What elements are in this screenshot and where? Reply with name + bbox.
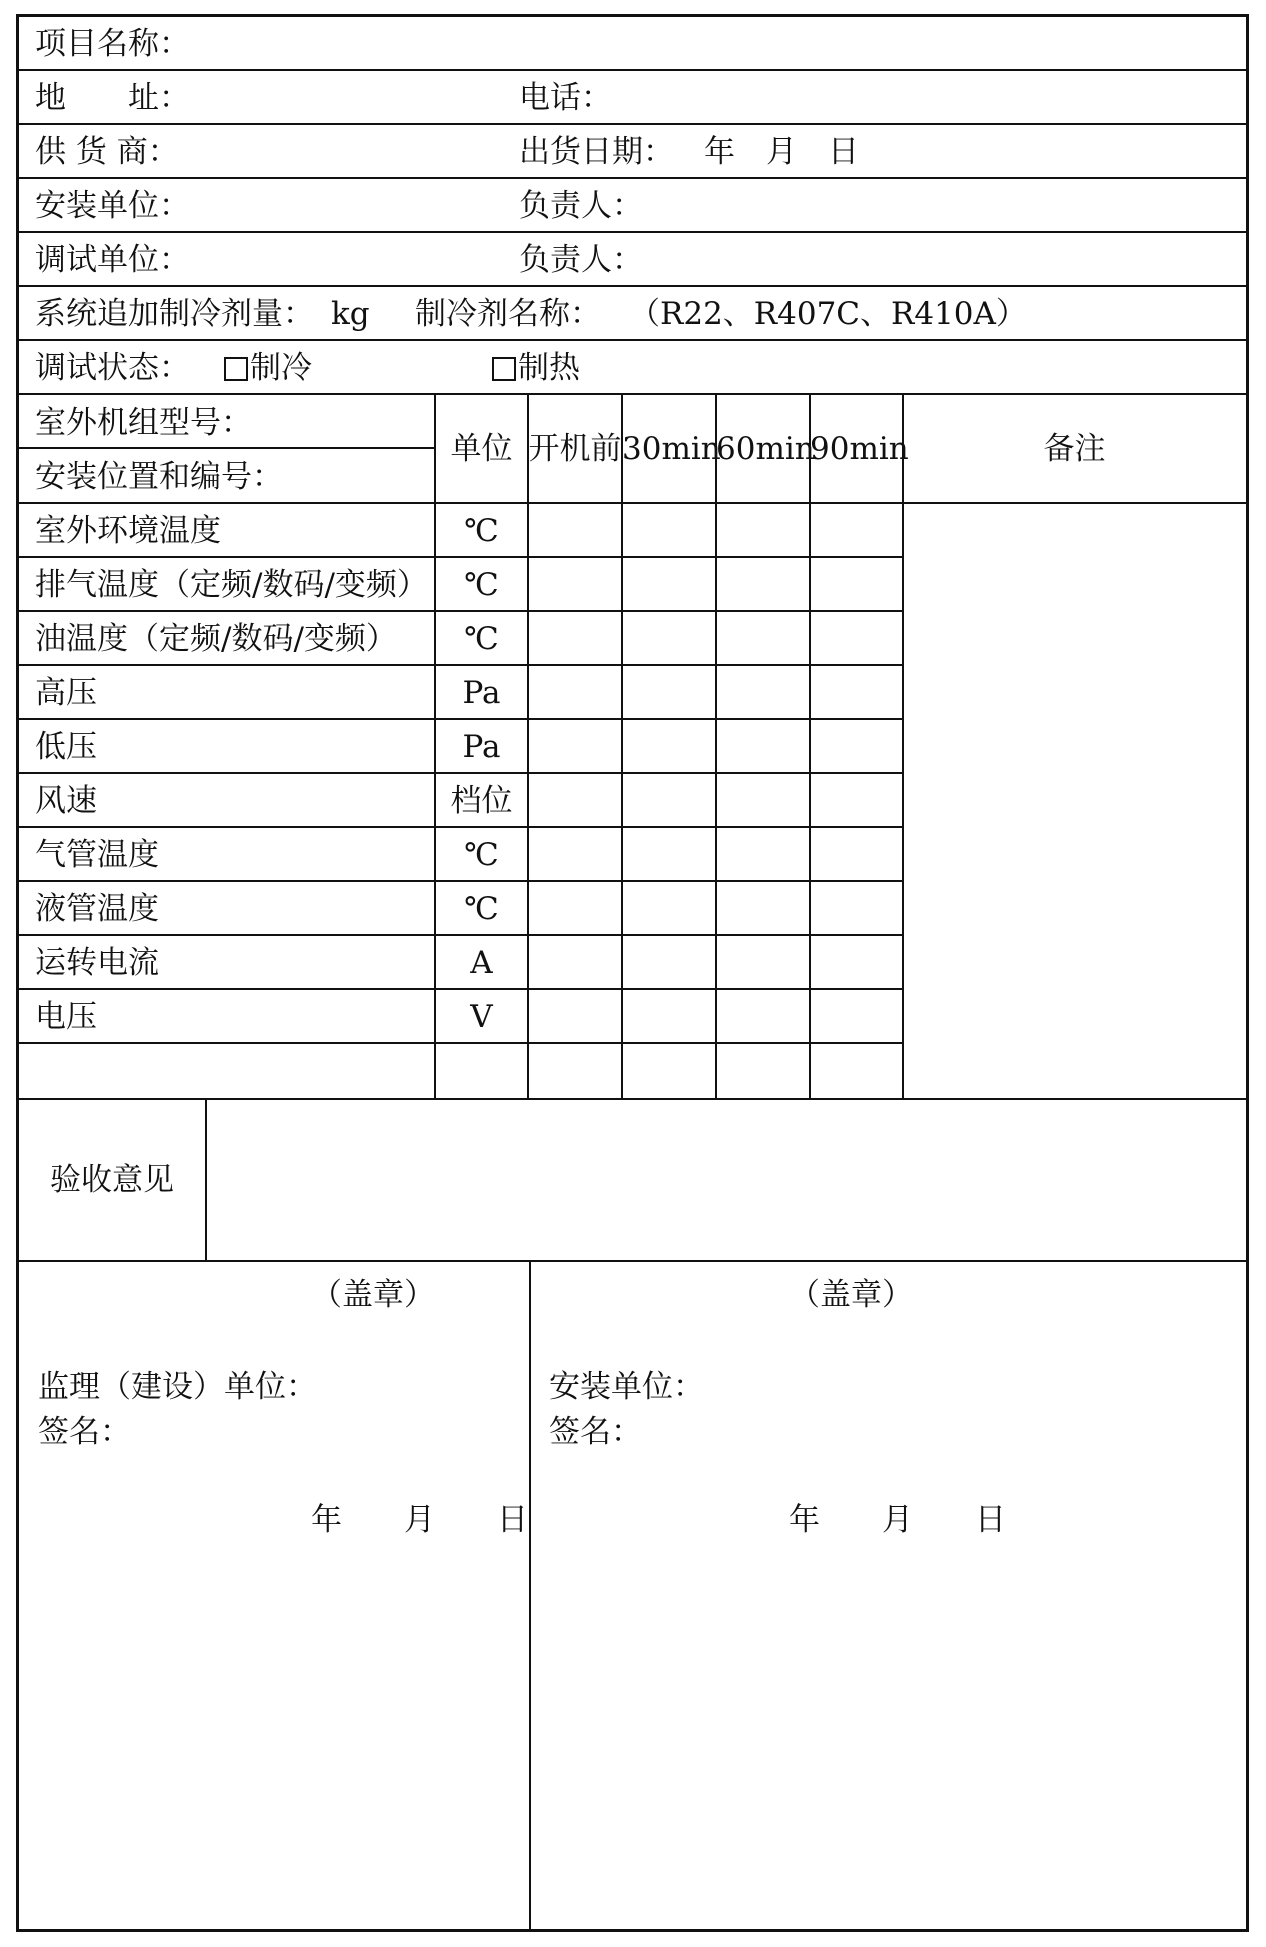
row-name: 风速 xyxy=(35,783,97,819)
row-unit: A xyxy=(470,945,493,981)
signature-divider xyxy=(529,1260,531,1929)
right-unit-label: 安装单位： xyxy=(549,1369,704,1405)
row-unit: Pa xyxy=(462,729,501,765)
header-split-line xyxy=(19,447,435,449)
column-header: 90min xyxy=(810,431,909,467)
row-name: 气管温度 xyxy=(35,837,159,873)
row-unit: ℃ xyxy=(464,891,499,927)
ship-date-value: 年 月 日 xyxy=(704,134,859,170)
acceptance-label: 验收意见 xyxy=(50,1162,174,1198)
refrigerant-options: （R22、R407C、R410A） xyxy=(629,296,1027,332)
row-divider xyxy=(19,1042,903,1044)
row-name: 运转电流 xyxy=(35,945,159,981)
row-divider xyxy=(19,988,903,990)
row-name: 低压 xyxy=(35,729,97,765)
left-date: 年 月 日 xyxy=(311,1502,528,1538)
column-header: 单位 xyxy=(450,431,513,467)
debug-unit-label: 调试单位： xyxy=(35,242,190,278)
install-owner-label: 负责人： xyxy=(519,188,643,224)
acceptance-divider xyxy=(205,1098,207,1260)
row-unit: V xyxy=(470,999,493,1035)
column-header: 开机前 xyxy=(528,431,622,467)
acceptance-bottom-line xyxy=(19,1260,1246,1262)
heating-checkbox[interactable] xyxy=(492,357,516,381)
address-label: 地 址： xyxy=(35,80,190,116)
right-seal: （盖章） xyxy=(789,1277,913,1313)
row-name: 室外环境温度 xyxy=(35,513,221,549)
install-unit-label: 安装单位： xyxy=(35,188,190,224)
refrigerant-amount-label: 系统追加制冷剂量： xyxy=(35,296,314,332)
column-divider xyxy=(902,393,904,1099)
row-divider xyxy=(19,285,1246,287)
commissioning-record-form xyxy=(16,14,1249,1932)
mode-heating-option[interactable] xyxy=(492,348,580,388)
row-unit: ℃ xyxy=(464,567,499,603)
row-divider xyxy=(19,69,1246,71)
row-divider xyxy=(19,610,903,612)
row-divider xyxy=(19,123,1246,125)
column-divider xyxy=(809,393,811,1099)
column-header: 30min xyxy=(622,431,721,467)
refrigerant-unit: kg xyxy=(331,296,370,332)
row-unit: ℃ xyxy=(464,513,499,549)
row-unit: ℃ xyxy=(464,621,499,657)
debug-owner-label: 负责人： xyxy=(519,242,643,278)
row-divider xyxy=(19,556,903,558)
right-sign-label: 签名： xyxy=(549,1414,642,1450)
right-date: 年 月 日 xyxy=(789,1502,1006,1538)
refrigerant-name-label: 制冷剂名称： xyxy=(415,296,601,332)
column-divider xyxy=(715,393,717,1099)
row-name: 电压 xyxy=(35,999,97,1035)
left-seal: （盖章） xyxy=(311,1277,435,1313)
row-divider xyxy=(19,772,903,774)
supplier-label: 供 货 商： xyxy=(35,134,179,170)
ship-date-label: 出货日期： xyxy=(519,134,674,170)
row-divider xyxy=(19,718,903,720)
mode-heating-label: 制热 xyxy=(518,350,580,386)
left-sign-label: 签名： xyxy=(38,1414,131,1450)
model-label: 室外机组型号： xyxy=(35,405,252,441)
row-divider xyxy=(19,339,1246,341)
left-unit-label: 监理（建设）单位： xyxy=(38,1369,317,1405)
row-divider xyxy=(19,177,1246,179)
row-unit: Pa xyxy=(462,675,501,711)
row-unit: ℃ xyxy=(464,837,499,873)
row-name: 液管温度 xyxy=(35,891,159,927)
row-divider xyxy=(19,880,903,882)
row-name: 高压 xyxy=(35,675,97,711)
phone-label: 电话： xyxy=(519,80,612,116)
cooling-checkbox[interactable] xyxy=(224,357,248,381)
row-divider xyxy=(19,393,1246,395)
row-divider xyxy=(19,231,1246,233)
row-name: 油温度（定频/数码/变频） xyxy=(35,621,397,657)
row-divider xyxy=(19,934,903,936)
row-divider xyxy=(19,826,903,828)
row-divider xyxy=(19,664,903,666)
project-name-label: 项目名称： xyxy=(35,26,190,62)
column-header: 60min xyxy=(716,431,815,467)
row-name: 排气温度（定频/数码/变频） xyxy=(35,567,428,603)
location-label: 安装位置和编号： xyxy=(35,459,283,495)
table-bottom-line xyxy=(19,1098,1246,1100)
row-unit: 档位 xyxy=(450,783,513,819)
column-header: 备注 xyxy=(1043,431,1106,467)
mode-cooling-option[interactable] xyxy=(224,348,312,388)
column-divider xyxy=(621,393,623,1099)
debug-status-label: 调试状态： xyxy=(35,350,190,386)
mode-cooling-label: 制冷 xyxy=(250,350,312,386)
row-divider xyxy=(19,502,1246,504)
